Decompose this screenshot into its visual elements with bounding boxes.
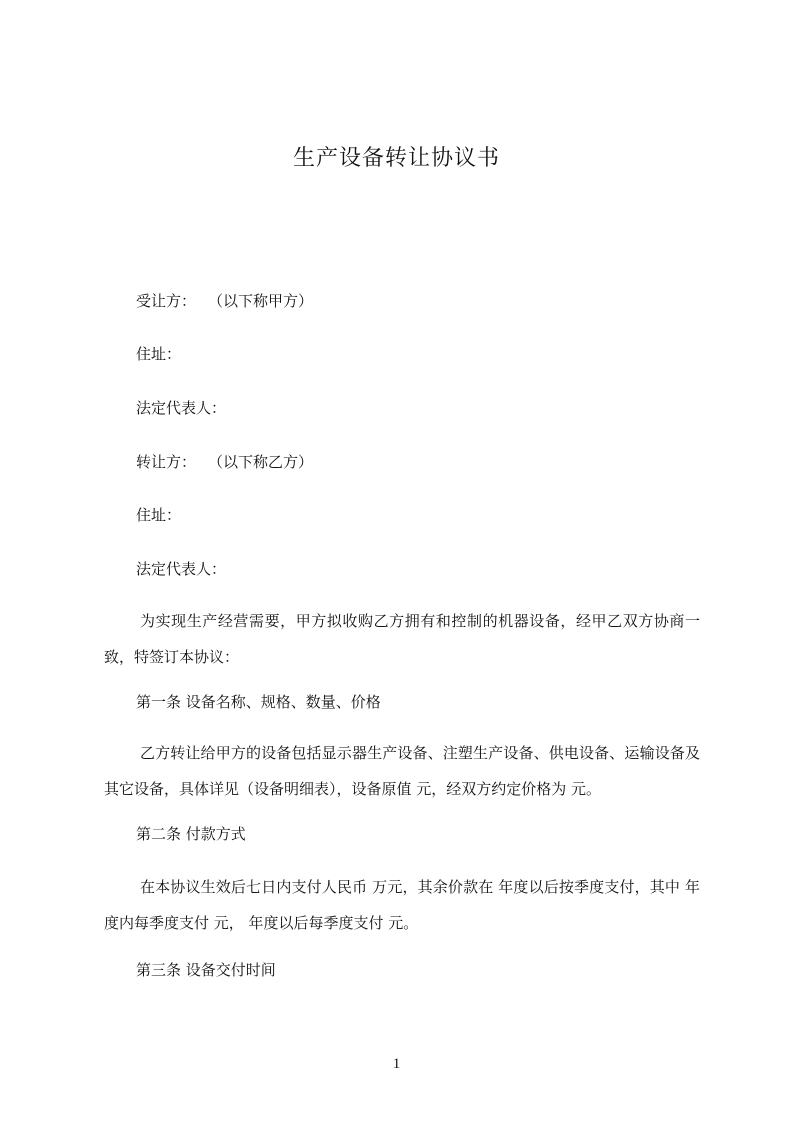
party-a-line — [136, 291, 313, 311]
preamble-paragraph: 为实现生产经营需要，甲方拟收购乙方拥有和控制的机器设备，经甲乙双方协商一致，特签订本协议： — [104, 612, 700, 666]
party-b-alias: （以下称乙方） — [208, 453, 314, 471]
party-b-line — [136, 452, 313, 472]
article1-heading: 第一条 设备名称、规格、数量、价格 — [136, 693, 381, 711]
article2-body: 在本协议生效后七日内支付人民币 万元，其余价款在 年度以后按季度支付，其中 年度内每季度支付 元， 年度以后每季度支付 元。 — [104, 878, 700, 932]
article2-heading: 第二条 付款方式 — [136, 825, 246, 843]
article1-body: 乙方转让给甲方的设备包括显示器生产设备、注塑生产设备、供电设备、运输设备及其它设备，具体详见（设备明细表），设备原值 元，经双方约定价格为 元。 — [104, 744, 700, 798]
document-title: 生产设备转让协议书 — [292, 146, 500, 171]
party-a-label: 受让方： — [136, 292, 197, 310]
article3-heading: 第三条 设备交付时间 — [136, 961, 276, 979]
party-a-alias: （以下称甲方） — [208, 292, 314, 310]
party-b-label: 转让方： — [136, 453, 197, 471]
page-number: 1 — [392, 1056, 401, 1072]
party-a-address: 住址： — [136, 345, 182, 363]
party-b-representative: 法定代表人： — [136, 560, 227, 578]
party-a-representative: 法定代表人： — [136, 399, 227, 417]
party-b-address: 住址： — [136, 506, 182, 524]
